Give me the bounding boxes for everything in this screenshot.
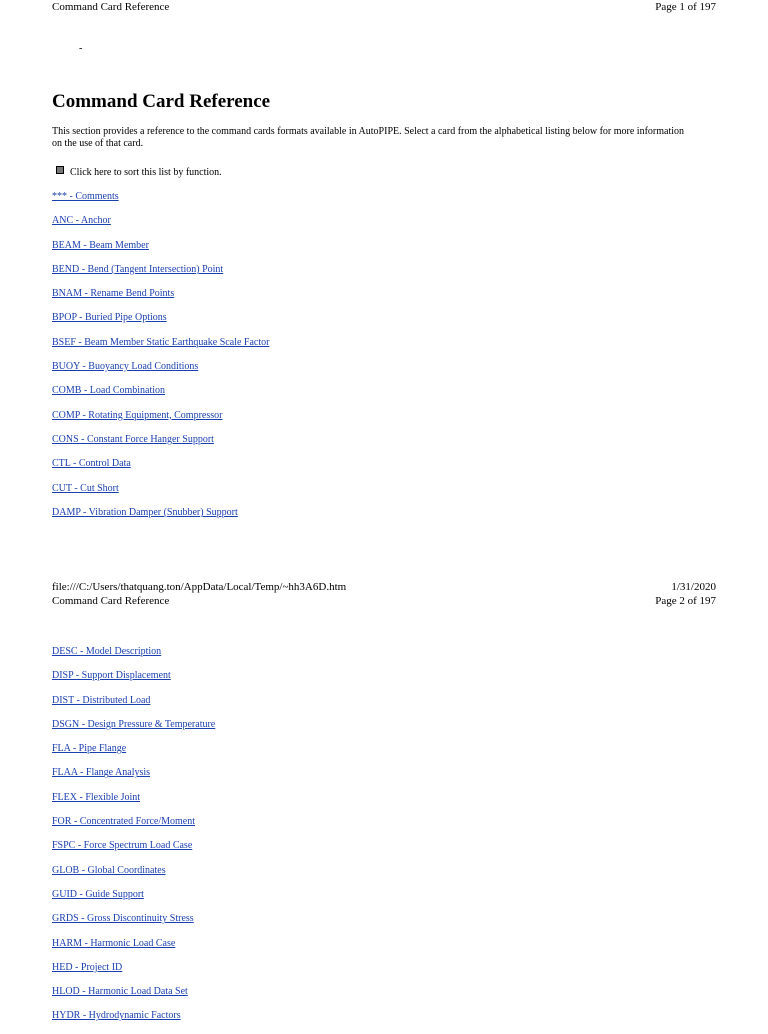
card-link[interactable]: BSEF - Beam Member Static Earthquake Scale Factor [52, 336, 270, 348]
page-1-footer [52, 580, 716, 594]
card-link[interactable]: FLEX - Flexible Joint [52, 791, 141, 803]
card-link[interactable]: ANC - Anchor [52, 215, 111, 227]
footer-file-path: file:///C:/Users/thatquang.ton/AppData/Local/Temp/~hh3A6D.htm [52, 581, 347, 593]
list-item [52, 815, 215, 839]
list-item [52, 239, 269, 263]
card-link[interactable]: HLOD - Harmonic Load Data Set [52, 986, 188, 998]
card-link[interactable]: DSGN - Design Pressure & Temperature [52, 718, 216, 730]
list-item [52, 287, 269, 311]
card-link[interactable]: GRDS - Gross Discontinuity Stress [52, 913, 194, 925]
list-item [52, 1009, 215, 1033]
card-link[interactable]: HED - Project ID [52, 961, 123, 973]
list-item [52, 669, 215, 693]
list-item [52, 336, 269, 360]
sort-by-function-text: Click here to sort this list by function. [70, 167, 222, 178]
list-item [52, 506, 269, 530]
card-link[interactable]: BEND - Bend (Tangent Intersection) Point [52, 263, 224, 275]
list-item [52, 888, 215, 912]
card-link[interactable]: HARM - Harmonic Load Case [52, 937, 176, 949]
intro-paragraph: This section provides a reference to the command cards formats available in AutoPIPE. Select a card from the alphabetical listing below for more information on the use of that card. [52, 126, 685, 149]
card-link[interactable]: CONS - Constant Force Hanger Support [52, 433, 214, 445]
list-item [52, 190, 269, 214]
card-link[interactable]: DIST - Distributed Load [52, 694, 151, 706]
list-item [52, 482, 269, 506]
card-link[interactable]: HYDR - Hydrodynamic Factors [52, 1010, 181, 1022]
list-item [52, 791, 215, 815]
list-item [52, 694, 215, 718]
card-link[interactable]: CUT - Cut Short [52, 482, 119, 494]
card-link[interactable]: DAMP - Vibration Damper (Snubber) Support [52, 506, 238, 518]
card-link[interactable]: GUID - Guide Support [52, 888, 144, 900]
sort-by-function-link[interactable] [56, 166, 222, 179]
card-link[interactable]: DISP - Support Displacement [52, 670, 171, 682]
card-link[interactable]: BUOY - Buoyancy Load Conditions [52, 361, 199, 373]
card-link[interactable]: BNAM - Rename Bend Points [52, 288, 175, 300]
card-link[interactable]: DESC - Model Description [52, 646, 162, 657]
footer-date: 1/31/2020 [671, 581, 716, 593]
list-item [52, 912, 215, 936]
card-link[interactable]: COMB - Load Combination [52, 385, 166, 397]
list-item [52, 985, 215, 1009]
list-item [52, 409, 269, 433]
list-item [52, 645, 215, 669]
page-1-header [52, 0, 716, 14]
card-link[interactable]: COMP - Rotating Equipment, Compressor [52, 409, 223, 421]
list-item [52, 718, 215, 742]
list-item [52, 433, 269, 457]
header-page-number: Page 2 of 197 [655, 595, 716, 607]
command-card-list-page-1 [52, 190, 269, 530]
header-title: Command Card Reference [52, 595, 170, 607]
card-link[interactable]: BPOP - Buried Pipe Options [52, 312, 167, 324]
list-item [52, 384, 269, 408]
command-card-list-page-2 [52, 645, 215, 1034]
list-item [52, 839, 215, 863]
list-item [52, 214, 269, 238]
list-item [52, 937, 215, 961]
card-link[interactable]: CTL - Control Data [52, 458, 131, 470]
page-2-header [52, 594, 716, 608]
list-item [52, 742, 215, 766]
list-sort-icon[interactable] [56, 166, 64, 174]
list-item [52, 263, 269, 287]
card-link[interactable]: FLAA - Flange Analysis [52, 767, 151, 779]
card-link[interactable]: FOR - Concentrated Force/Moment [52, 816, 196, 828]
list-item [52, 457, 269, 481]
list-item [52, 360, 269, 384]
list-item [52, 766, 215, 790]
card-link[interactable]: GLOB - Global Coordinates [52, 864, 166, 876]
stray-mark: - [79, 43, 83, 54]
card-link[interactable]: FSPC - Force Spectrum Load Case [52, 840, 193, 852]
card-link[interactable]: BEAM - Beam Member [52, 239, 149, 251]
card-link[interactable]: FLA - Pipe Flange [52, 743, 127, 755]
list-item [52, 864, 215, 888]
page-title: Command Card Reference [52, 91, 271, 112]
card-link[interactable]: *** - Comments [52, 191, 119, 202]
header-title: Command Card Reference [52, 1, 170, 13]
header-page-number: Page 1 of 197 [655, 1, 716, 13]
list-item [52, 311, 269, 335]
list-item [52, 961, 215, 985]
